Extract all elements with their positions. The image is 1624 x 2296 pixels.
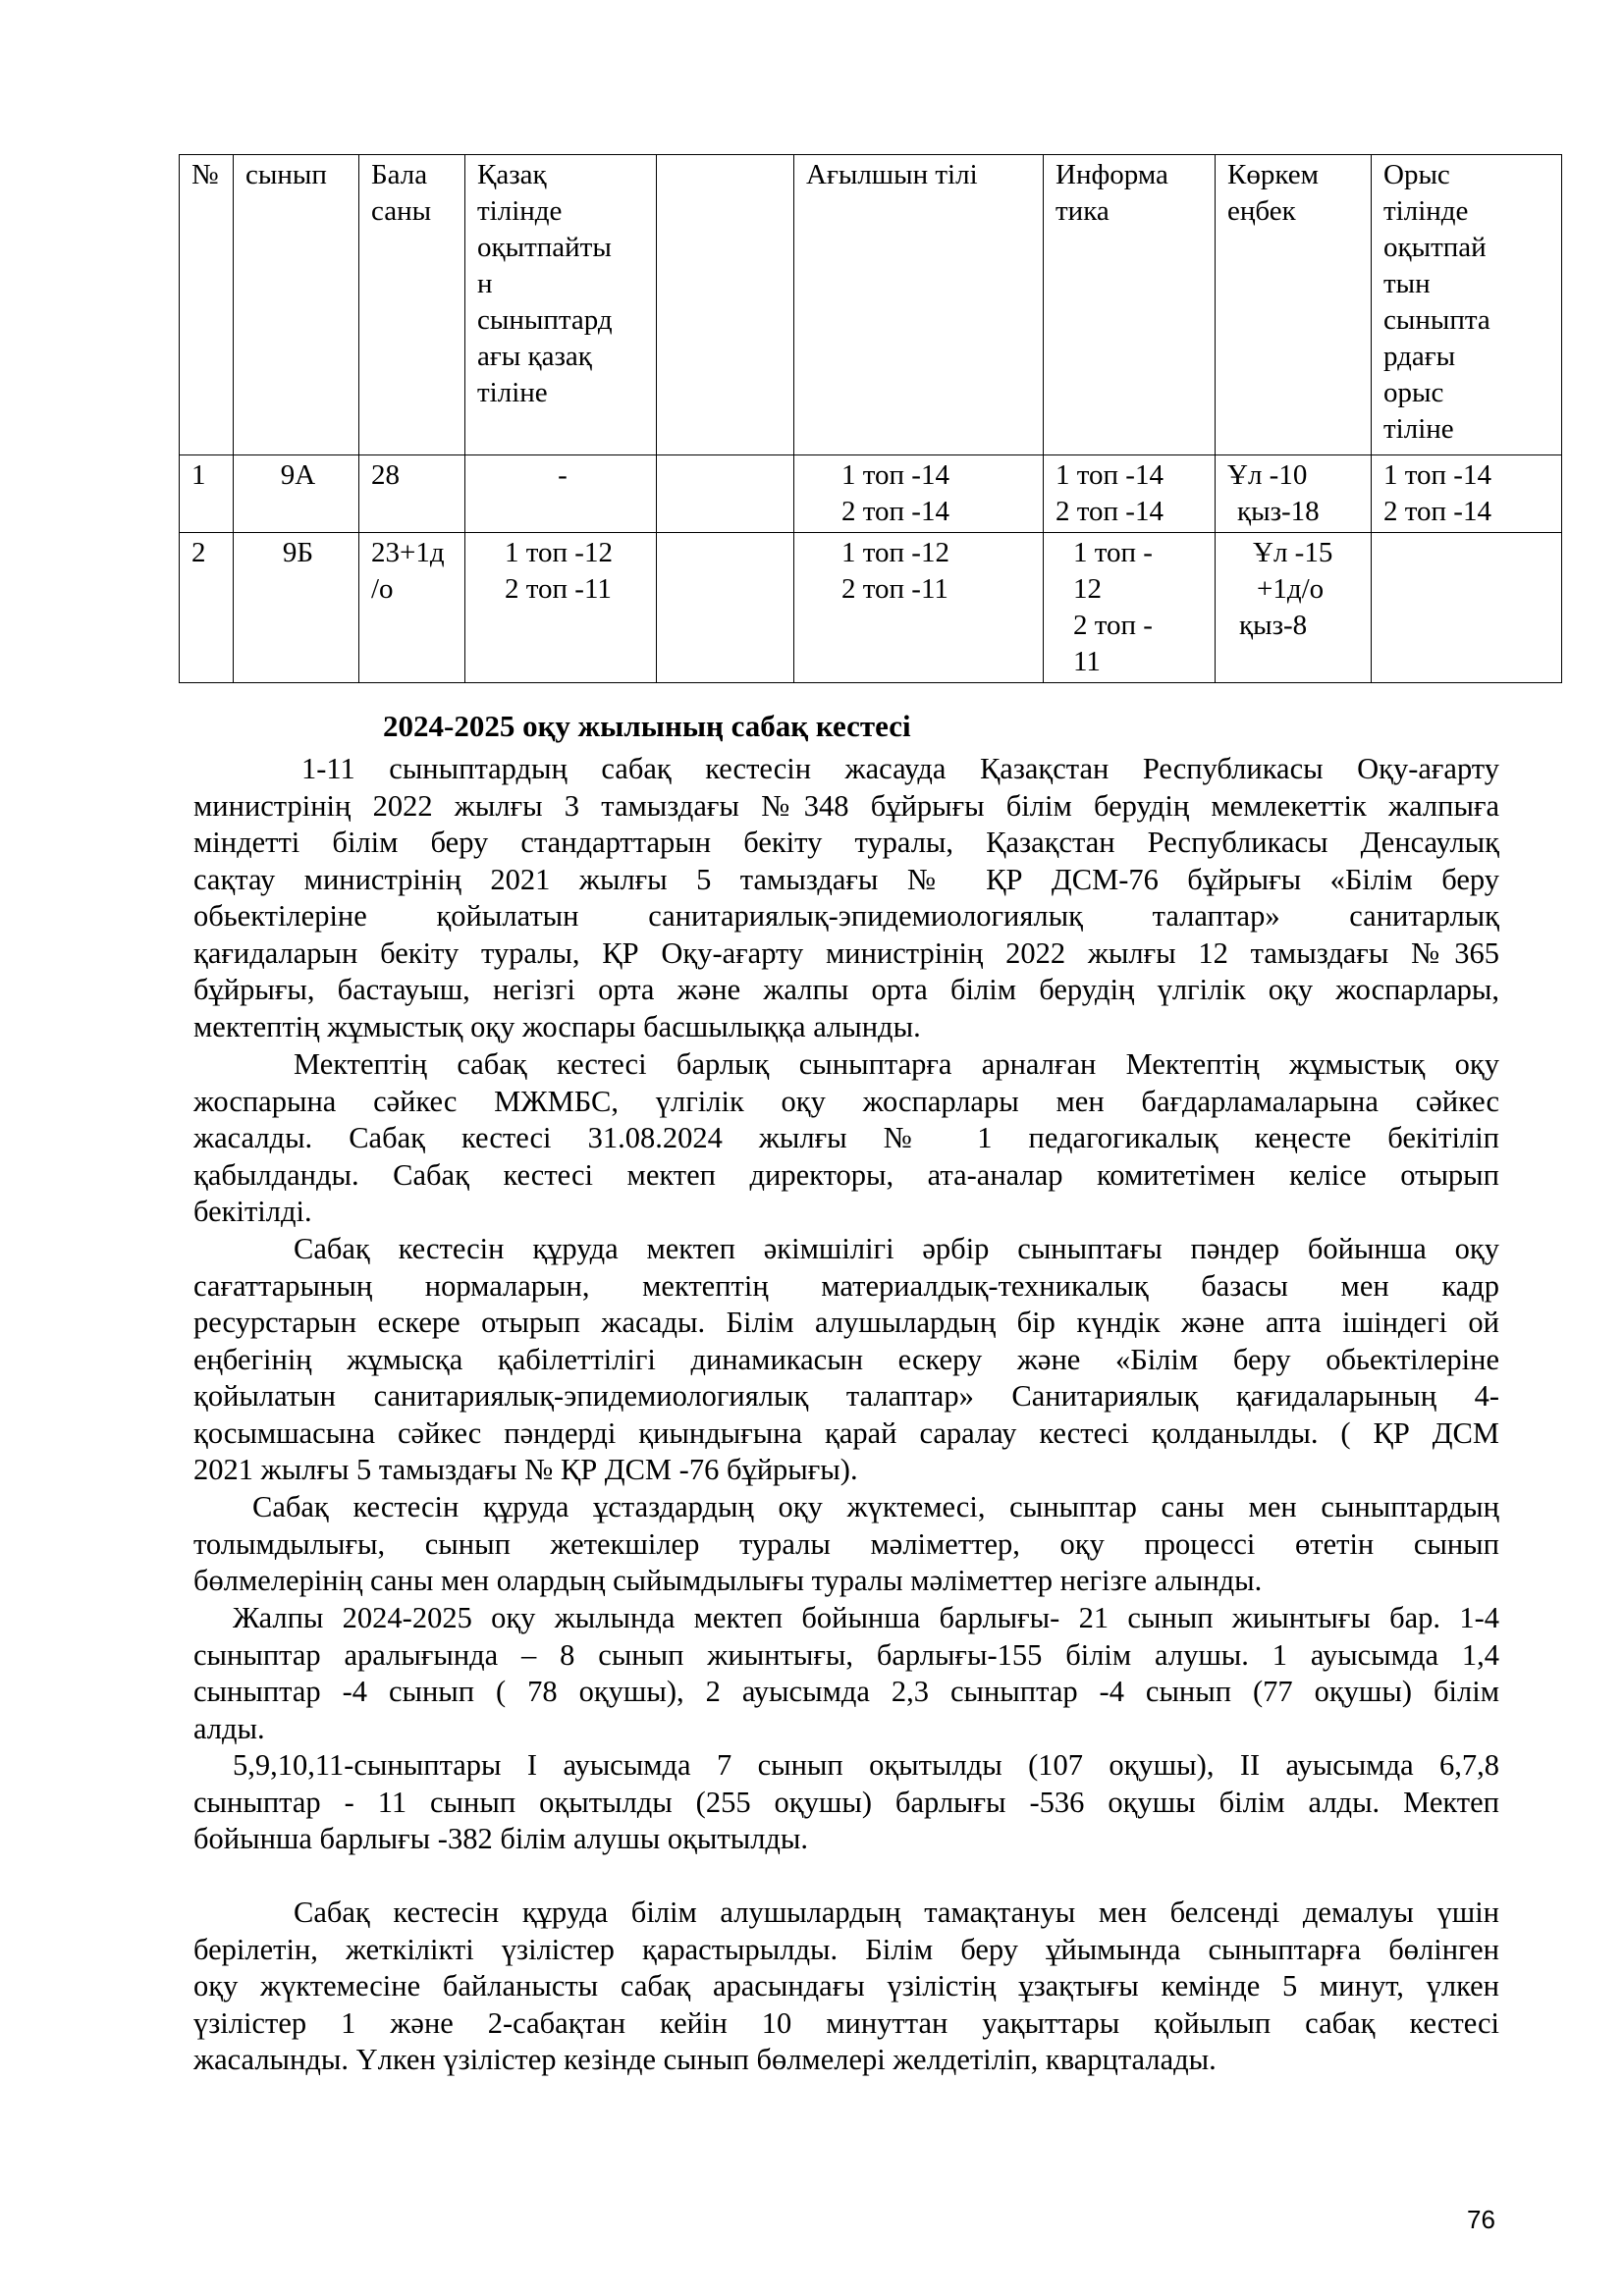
cell-class: 9А (234, 455, 359, 533)
header-cell-informatics: Информа тика (1044, 155, 1216, 455)
cell-empty (657, 533, 794, 683)
page-number: 76 (1467, 2205, 1495, 2234)
cell-russian (1372, 533, 1562, 683)
cell-kazakh: 1 топ -12 2 топ -11 (465, 533, 657, 683)
cell-number: 1 (180, 455, 234, 533)
paragraph-7: Сабақ кестесін құруда білім алушылардың тамақтануы мен белсенді демалуы үшін берілетін, жеткілікті үзілістер қарастырылды. Білім беру ұйымында сыныптарға бөлінген оқу жүктемесіне байланысты сабақ арасындағы үзілістің ұзақтығы кемінде 5 минут, үлкен үзілістер 1 және 2-сабақтан кейін 10 минуттан уақыттары қойылып сабақ кестесі жасалынды. Үлкен үзілістер кезінде сынып бөлмелері желдетіліп, кварцталады. (193, 1896, 1499, 2076)
header-cell-english: Ағылшын тілі (794, 155, 1044, 455)
cell-student-count: 28 (359, 455, 465, 533)
table-row (180, 455, 1562, 533)
cell-russian: 1 топ -14 2 топ -14 (1372, 455, 1562, 533)
paragraph-2: Мектептің сабақ кестесі барлық сыныптарға арналған Мектептің жұмыстық оқу жоспарына сәйкес МЖМБС, үлгілік оқу жоспарлары мен бағдарламаларына сәйкес жасалды. Сабақ кестесі 31.08.2024 жылғы № 1 педагогикалық кеңесте бекітіліп қабылданды. Сабақ кестесі мектеп директоры, ата-аналар комитетімен келісе отырып бекітілді. (193, 1047, 1499, 1228)
table-header-row (180, 155, 1562, 455)
header-cell-number: № (180, 155, 234, 455)
cell-english: 1 топ -14 2 топ -14 (794, 455, 1044, 533)
cell-student-count: 23+1д /о (359, 533, 465, 683)
cell-class: 9Б (234, 533, 359, 683)
cell-art: Ұл -10 қыз-18 (1216, 455, 1372, 533)
paragraph-5: Жалпы 2024-2025 оқу жылында мектеп бойынша барлығы- 21 сынып жиынтығы бар. 1-4 сыныптар аралығында – 8 сынып жиынтығы, барлығы-155 білім алушы. 1 ауысымда 1,4 сыныптар -4 сынып ( 78 оқушы), 2 ауысымда 2,3 сыныптар -4 сынып (77 оқушы) білім алды. (193, 1601, 1499, 1745)
cell-informatics: 1 топ -14 2 топ -14 (1044, 455, 1216, 533)
cell-number: 2 (180, 533, 234, 683)
header-cell-kazakh: Қазақ тілінде оқытпайты н сыныптард ағы қазақ тіліне (465, 155, 657, 455)
cell-informatics: 1 топ - 12 2 топ - 11 (1044, 533, 1216, 683)
paragraph-1: 1-11 сыныптардың сабақ кестесін жасауда Қазақстан Республикасы Оқу-ағарту министрінің 2022 жылғы 3 тамыздағы №348 бұйрығы білім берудің мемлекеттік жалпыға міндетті білім беру стандарттарын бекіту туралы, Қазақстан Республикасы Денсаулық сақтау министрінің 2021 жылғы 5 тамыздағы № ҚР ДСМ-76 бұйрығы «Білім беру обьектілеріне қойылатын санитариялық-эпидемиологиялық талаптар» санитарлық қағидаларын бекіту туралы, ҚР Оқу-ағарту министрінің 2022 жылғы 12 тамыздағы №365 бұйрығы, бастауыш, негізгі орта және жалпы орта білім берудің үлгілік оқу жоспарлары, мектептің жұмыстық оқу жоспары басшылыққа алынды. (193, 752, 1499, 1043)
paragraph-4: Сабақ кестесін құруда ұстаздардың оқу жүктемесі, сыныптар саны мен сыныптардың толымдылығы, сынып жетекшілер туралы мәліметтер, оқу процессі өтетін сынып бөлмелерінің саны мен олардың сыйымдылығы туралы мәліметтер негізге алынды. (193, 1490, 1499, 1597)
header-cell-empty (657, 155, 794, 455)
header-cell-student-count: Бала саны (359, 155, 465, 455)
class-groups-table (179, 154, 1562, 683)
section-title: 2024-2025 оқу жылының сабақ кестесі (383, 709, 911, 743)
header-cell-russian: Орыс тілінде оқытпай тын сыныпта рдағы орыс тіліне (1372, 155, 1562, 455)
cell-empty (657, 455, 794, 533)
header-cell-art: Көркем еңбек (1216, 155, 1372, 455)
paragraph-3: Сабақ кестесін құруда мектеп әкімшілігі әрбір сыныптағы пәндер бойынша оқу сағаттарының нормаларын, мектептің материалдық-техникалық базасы мен кадр ресурстарын ескере отырып жасады. Білім алушылардың бір күндік және апта ішіндегі ой еңбегінің жұмысқа қабілеттілігі динамикасын ескеру және «Білім беру обьектілеріне қойылатын санитариялық-эпидемиологиялық талаптар» Санитариялық қағидаларының 4- қосымшасына сәйкес пәндерді қиындығына қарай саралау кестесі қолданылды. ( ҚР ДСМ 2021 жылғы 5 тамыздағы № ҚР ДСМ -76 бұйрығы). (193, 1232, 1499, 1486)
header-cell-class: сынып (234, 155, 359, 455)
table-row (180, 533, 1562, 683)
cell-art: Ұл -15 +1д/о қыз-8 (1216, 533, 1372, 683)
paragraph-6: 5,9,10,11-сыныптары І ауысымда 7 сынып оқытылды (107 оқушы), ІІ ауысымда 6,7,8 сыныптар - 11 сынып оқытылды (255 оқушы) барлығы -536 оқушы білім алды. Мектеп бойынша барлығы -382 білім алушы оқытылды. (193, 1748, 1499, 1855)
cell-english: 1 топ -12 2 топ -11 (794, 533, 1044, 683)
cell-kazakh: - (465, 455, 657, 533)
